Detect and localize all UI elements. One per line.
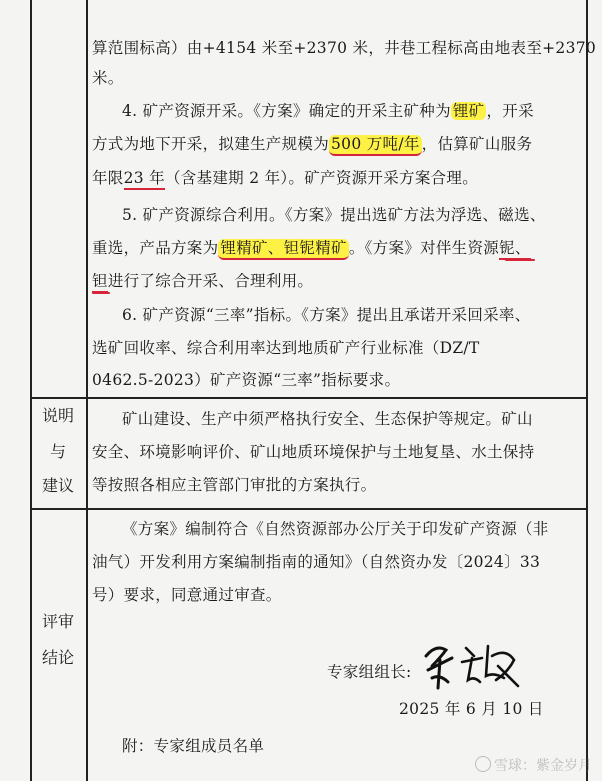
handwritten-signature xyxy=(418,636,528,692)
underline-tantalum: 钽 xyxy=(92,272,108,293)
text-line: 米。 xyxy=(92,69,124,87)
item5-line1: 5. 矿产资源综合利用。《方案》提出选矿方法为浮选、磁选、 xyxy=(122,206,546,224)
item5-line3: 钽进行了综合开采、合理利用。 xyxy=(92,271,313,291)
text-line: 等按照各相应主管部门审批的方案执行。 xyxy=(92,476,377,494)
text-line: 矿山建设、生产中须严格执行安全、生态保护等规定。矿山 xyxy=(122,410,533,428)
section-label: 评审 xyxy=(41,612,74,631)
text-line: 号）要求，同意通过审查。 xyxy=(92,586,282,604)
watermark: 雪球：紫金岁月 xyxy=(475,755,592,775)
text-line: 《方案》编制符合《自然资源部办公厅关于印发矿产资源（非 xyxy=(122,520,549,538)
attachment-note: 附：专家组成员名单 xyxy=(122,737,265,755)
red-underline-stroke xyxy=(505,259,535,261)
item4-line1: 4. 矿产资源开采。《方案》确定的开采主矿种为 锂矿 ，开采 xyxy=(122,102,534,120)
review-date: 2025 年 6 月 10 日 xyxy=(399,700,544,718)
underline-service-life: 23 年 xyxy=(124,169,165,190)
text-line: 油气）开发利用方案编制指南的通知》（自然资办发〔2024〕33 xyxy=(92,553,541,571)
table-right-border xyxy=(586,0,588,781)
item5-line2: 重选，产品方案为 锂精矿、钽铌精矿 。《方案》对伴生资源铌、 xyxy=(92,238,531,258)
item4-line2: 方式为地下开采，拟建生产规模为 500 万吨/年 ，估算矿山服务 xyxy=(92,134,532,154)
snowball-logo-icon xyxy=(475,756,491,772)
section-label: 与 xyxy=(49,442,66,461)
underline-niobium: 铌、 xyxy=(499,239,531,260)
item6-line1: 6. 矿产资源“三率”指标。《方案》提出且承诺开采回采率、 xyxy=(122,306,531,324)
highlight-products: 锂精矿、钽铌精矿 xyxy=(218,239,348,260)
red-underline-stroke xyxy=(92,292,110,294)
item6-line3: 0462.5-2023）矿产资源“三率”指标要求。 xyxy=(92,371,401,389)
row-divider-1 xyxy=(30,397,587,399)
text-line: 算范围标高）由+4154 米至+2370 米，井巷工程标高由地表至+2370 xyxy=(92,39,597,57)
row-divider-2 xyxy=(30,508,587,510)
signer-label: 专家组组长: xyxy=(327,663,412,681)
item4-line3: 年限23 年（含基建期 2 年）。矿产资源开采方案合理。 xyxy=(92,168,478,188)
highlight-production-scale: 500 万吨/年 xyxy=(329,135,422,156)
item6-line2: 选矿回收率、综合利用率达到地质矿产行业标准（DZ/T xyxy=(92,339,480,357)
highlight-lithium-ore: 锂矿 xyxy=(452,102,485,120)
section-label: 结论 xyxy=(41,648,74,667)
text-line: 安全、环境影响评价、矿山地质环境保护与土地复垦、水土保持 xyxy=(92,443,535,461)
section-label: 说明 xyxy=(41,406,74,425)
section-label: 建议 xyxy=(41,476,74,495)
